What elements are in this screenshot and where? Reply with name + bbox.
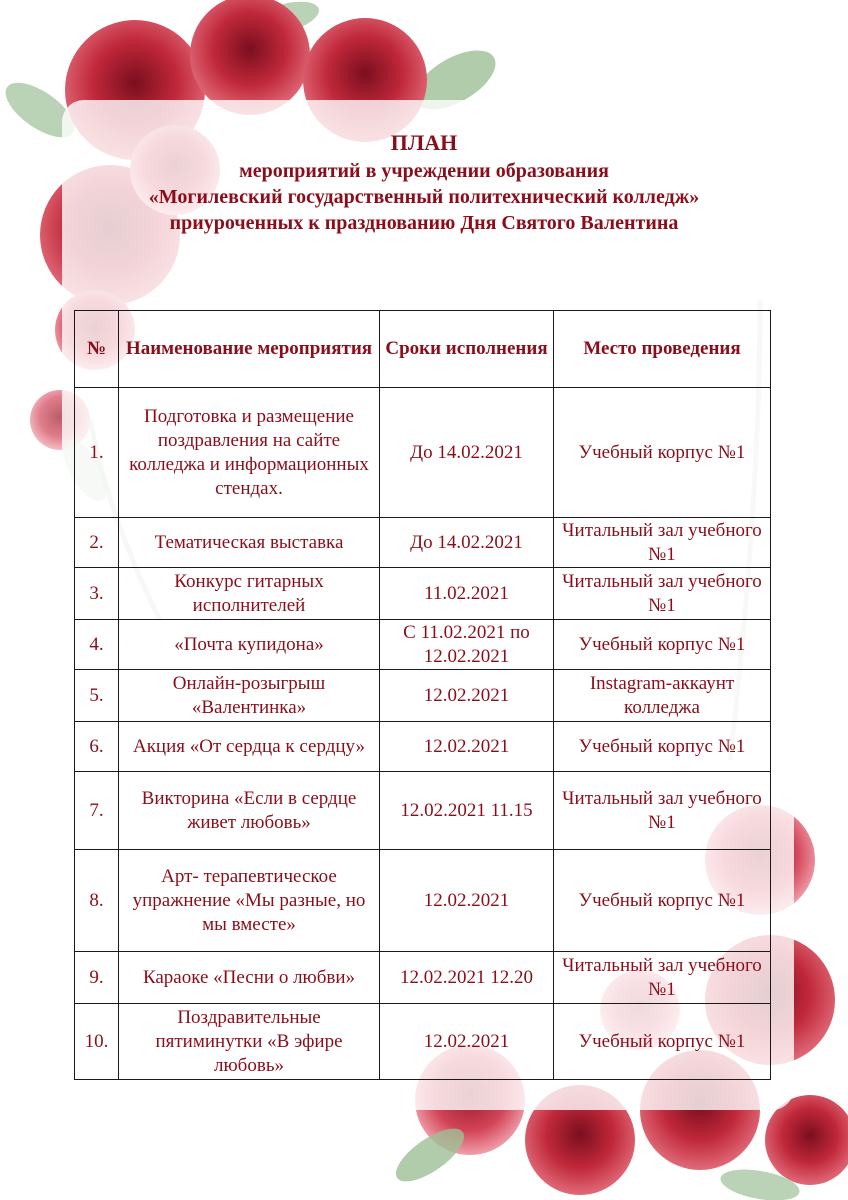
row-date: 12.02.2021 12.20 [380,952,554,1004]
row-date: 12.02.2021 [380,722,554,772]
header-location: Место проведения [554,311,771,388]
row-location: Учебный корпус №1 [554,388,771,518]
document-title-block [60,128,788,236]
table-row [75,568,771,620]
row-event-name: Акция «От сердца к сердцу» [119,722,380,772]
row-number: 2. [75,518,119,568]
row-number: 8. [75,850,119,952]
row-date: С 11.02.2021 по 12.02.2021 [380,620,554,670]
table-header-row [75,311,771,388]
row-event-name: Поздравительные пятиминутки «В эфире любовь» [119,1004,380,1080]
row-number: 9. [75,952,119,1004]
table-row [75,952,771,1004]
row-number: 4. [75,620,119,670]
header-number: № [75,311,119,388]
row-event-name: Конкурс гитарных исполнителей [119,568,380,620]
row-date: 12.02.2021 [380,1004,554,1080]
row-location: Читальный зал учебного №1 [554,568,771,620]
row-event-name: «Почта купидона» [119,620,380,670]
document-subtitle-college: «Могилевский государственный политехнический колледж» [148,186,700,208]
header-dates: Сроки исполнения [380,311,554,388]
row-location: Учебный корпус №1 [554,1004,771,1080]
row-date: 11.02.2021 [380,568,554,620]
document-subtitle-line1: мероприятий в учреждении образования [239,160,609,182]
row-date: До 14.02.2021 [380,388,554,518]
row-event-name: Караоке «Песни о любви» [119,952,380,1004]
row-event-name: Подготовка и размещение поздравления на сайте колледжа и информационных стендах. [119,388,380,518]
events-table [74,310,771,1080]
row-event-name: Тематическая выставка [119,518,380,568]
table-row [75,388,771,518]
row-location: Читальный зал учебного №1 [554,518,771,568]
row-location: Instagram-аккаунт колледжа [554,670,771,722]
row-location: Учебный корпус №1 [554,850,771,952]
row-location: Учебный корпус №1 [554,722,771,772]
row-event-name: Викторина «Если в сердце живет любовь» [119,772,380,850]
row-date: 12.02.2021 [380,850,554,952]
row-number: 3. [75,568,119,620]
header-event-name: Наименование мероприятия [119,311,380,388]
table-row [75,518,771,568]
row-location: Читальный зал учебного №1 [554,952,771,1004]
row-number: 5. [75,670,119,722]
row-date: 12.02.2021 [380,670,554,722]
table-row [75,1004,771,1080]
row-date: 12.02.2021 11.15 [380,772,554,850]
document-title: ПЛАН [390,130,458,155]
row-number: 10. [75,1004,119,1080]
document-subtitle-line3: приуроченных к празднованию Дня Святого Валентина [169,212,679,234]
row-event-name: Онлайн-розыгрыш «Валентинка» [119,670,380,722]
row-date: До 14.02.2021 [380,518,554,568]
row-location: Читальный зал учебного №1 [554,772,771,850]
row-event-name: Арт- терапевтическое упражнение «Мы разные, но мы вместе» [119,850,380,952]
table-row [75,722,771,772]
table-row [75,772,771,850]
row-number: 6. [75,722,119,772]
row-location: Учебный корпус №1 [554,620,771,670]
row-number: 7. [75,772,119,850]
table-row [75,620,771,670]
row-number: 1. [75,388,119,518]
table-row [75,670,771,722]
table-row [75,850,771,952]
